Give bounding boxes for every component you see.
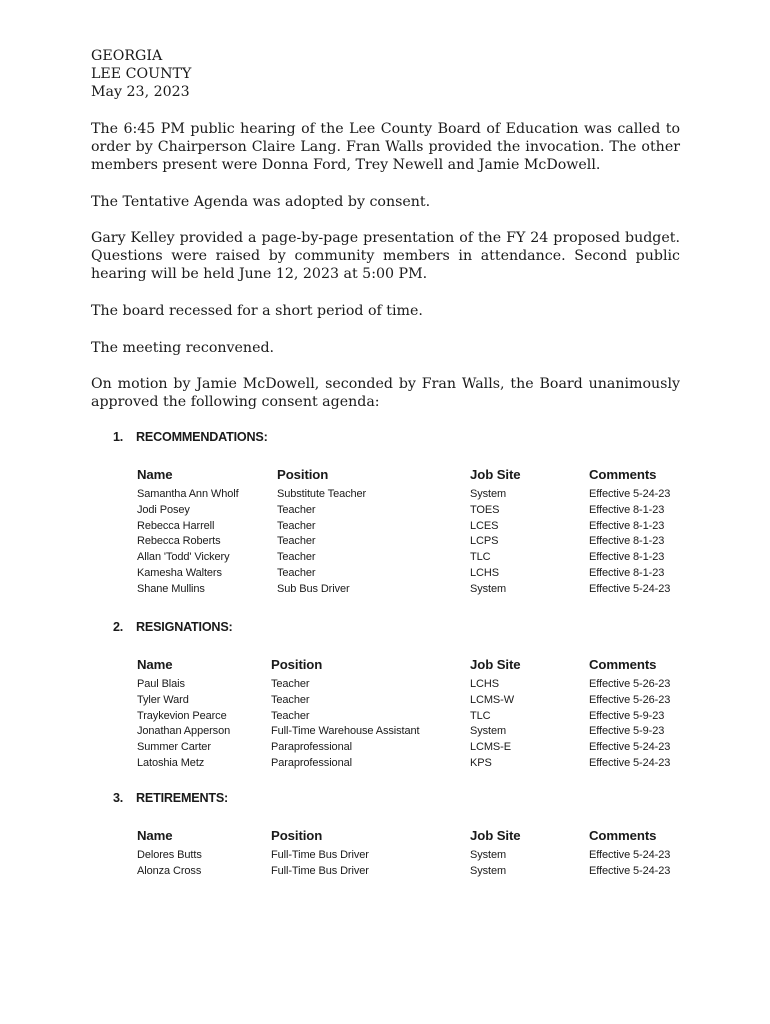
cell-comment: Effective 5-24-23 xyxy=(589,582,671,595)
cell-position: Teacher xyxy=(277,551,316,564)
cell-position: Full-Time Bus Driver xyxy=(271,849,369,861)
paragraph-agenda: The Tentative Agenda was adopted by consent. xyxy=(91,194,431,210)
state-line: GEORGIA xyxy=(91,48,163,64)
cell-job-site: LCHS xyxy=(470,566,499,579)
cell-comment: Effective 8-1-23 xyxy=(589,503,665,516)
cell-position: Substitute Teacher xyxy=(277,488,367,500)
cell-name: Paul Blais xyxy=(137,678,185,690)
column-header-position: Position xyxy=(271,657,323,672)
column-header-position: Position xyxy=(277,467,329,482)
cell-name: Samantha Ann Wholf xyxy=(137,488,239,500)
cell-name: Traykevion Pearce xyxy=(137,709,227,722)
column-header-job-site: Job Site xyxy=(470,467,521,482)
column-header-comments: Comments xyxy=(589,657,657,672)
cell-job-site: System xyxy=(470,725,507,738)
cell-position: Paraprofessional xyxy=(271,741,352,754)
column-header-name: Name xyxy=(137,657,173,672)
cell-comment: Effective 5-9-23 xyxy=(589,725,665,738)
cell-comment: Effective 8-1-23 xyxy=(589,519,665,532)
cell-job-site: LCMS-E xyxy=(470,741,511,754)
cell-job-site: KPS xyxy=(470,756,492,769)
paragraph-call-to-order: The 6:45 PM public hearing of the Lee County Board of Education was called to order by Chairperson Claire Lang. Fran Walls provided the invocation. The other members present were Donna Ford, Trey Newell and Jamie McDowell. xyxy=(91,121,680,174)
cell-job-site: System xyxy=(470,849,507,861)
cell-position: Teacher xyxy=(271,709,310,722)
cell-comment: Effective 5-9-23 xyxy=(589,709,665,722)
cell-name: Rebecca Roberts xyxy=(137,535,221,548)
cell-comment: Effective 5-24-23 xyxy=(589,488,671,500)
cell-comment: Effective 5-24-23 xyxy=(589,864,671,877)
cell-name: Allan 'Todd' Vickery xyxy=(137,551,230,564)
cell-job-site: LCPS xyxy=(470,535,499,548)
cell-name: Summer Carter xyxy=(137,741,211,754)
section-title-retirements: 3. RETIREMENTS: xyxy=(113,791,229,805)
paragraph-budget: Gary Kelley provided a page-by-page presentation of the FY 24 proposed budget. Questions were raised by community members in attendance. Second public hearing will be held June 12, 2023 at 5:00 PM. xyxy=(91,230,680,283)
cell-job-site: LCHS xyxy=(470,678,499,690)
cell-name: Alonza Cross xyxy=(137,864,202,877)
column-header-name: Name xyxy=(137,828,173,843)
cell-position: Full-Time Warehouse Assistant xyxy=(271,725,420,738)
cell-position: Sub Bus Driver xyxy=(277,582,350,595)
cell-job-site: System xyxy=(470,582,507,595)
cell-job-site: System xyxy=(470,864,507,877)
cell-job-site: LCES xyxy=(470,519,499,532)
cell-position: Teacher xyxy=(271,693,310,706)
cell-position: Teacher xyxy=(277,535,316,548)
cell-name: Jonathan Apperson xyxy=(137,725,231,738)
cell-position: Full-Time Bus Driver xyxy=(271,864,369,877)
paragraph-reconvened: The meeting reconvened. xyxy=(91,340,275,356)
cell-comment: Effective 5-24-23 xyxy=(589,756,671,769)
cell-job-site: TOES xyxy=(470,503,500,516)
cell-position: Teacher xyxy=(277,519,316,532)
column-header-position: Position xyxy=(271,828,323,843)
column-header-comments: Comments xyxy=(589,828,657,843)
cell-comment: Effective 5-26-23 xyxy=(589,678,671,690)
paragraph-recess: The board recessed for a short period of time. xyxy=(91,303,423,319)
document-header xyxy=(91,47,680,102)
cell-name: Kamesha Walters xyxy=(137,566,222,579)
cell-name: Jodi Posey xyxy=(137,503,190,516)
cell-name: Rebecca Harrell xyxy=(137,519,215,532)
cell-job-site: System xyxy=(470,488,507,500)
cell-comment: Effective 5-26-23 xyxy=(589,693,671,706)
cell-job-site: TLC xyxy=(470,709,491,722)
column-header-comments: Comments xyxy=(589,467,657,482)
cell-comment: Effective 8-1-23 xyxy=(589,535,665,548)
cell-name: Delores Butts xyxy=(137,849,202,861)
cell-position: Teacher xyxy=(271,678,310,690)
cell-comment: Effective 8-1-23 xyxy=(589,566,665,579)
section-title-resignations: 2. RESIGNATIONS: xyxy=(113,620,233,634)
section-title-recommendations: 1. RECOMMENDATIONS: xyxy=(113,430,268,444)
cell-comment: Effective 5-24-23 xyxy=(589,849,671,861)
cell-position: Paraprofessional xyxy=(271,756,352,769)
cell-comment: Effective 8-1-23 xyxy=(589,551,665,564)
date-line: May 23, 2023 xyxy=(91,84,190,101)
county-line: LEE COUNTY xyxy=(91,66,192,83)
column-header-name: Name xyxy=(137,467,173,482)
cell-name: Latoshia Metz xyxy=(137,756,205,769)
cell-name: Tyler Ward xyxy=(137,693,189,706)
paragraph-motion: On motion by Jamie McDowell, seconded by Fran Walls, the Board unanimously approved the following consent agenda: xyxy=(91,376,680,411)
cell-position: Teacher xyxy=(277,503,316,516)
cell-job-site: LCMS-W xyxy=(470,693,515,706)
column-header-job-site: Job Site xyxy=(470,657,521,672)
cell-name: Shane Mullins xyxy=(137,582,205,595)
cell-position: Teacher xyxy=(277,566,316,579)
cell-comment: Effective 5-24-23 xyxy=(589,741,671,754)
cell-job-site: TLC xyxy=(470,551,491,564)
column-header-job-site: Job Site xyxy=(470,828,521,843)
